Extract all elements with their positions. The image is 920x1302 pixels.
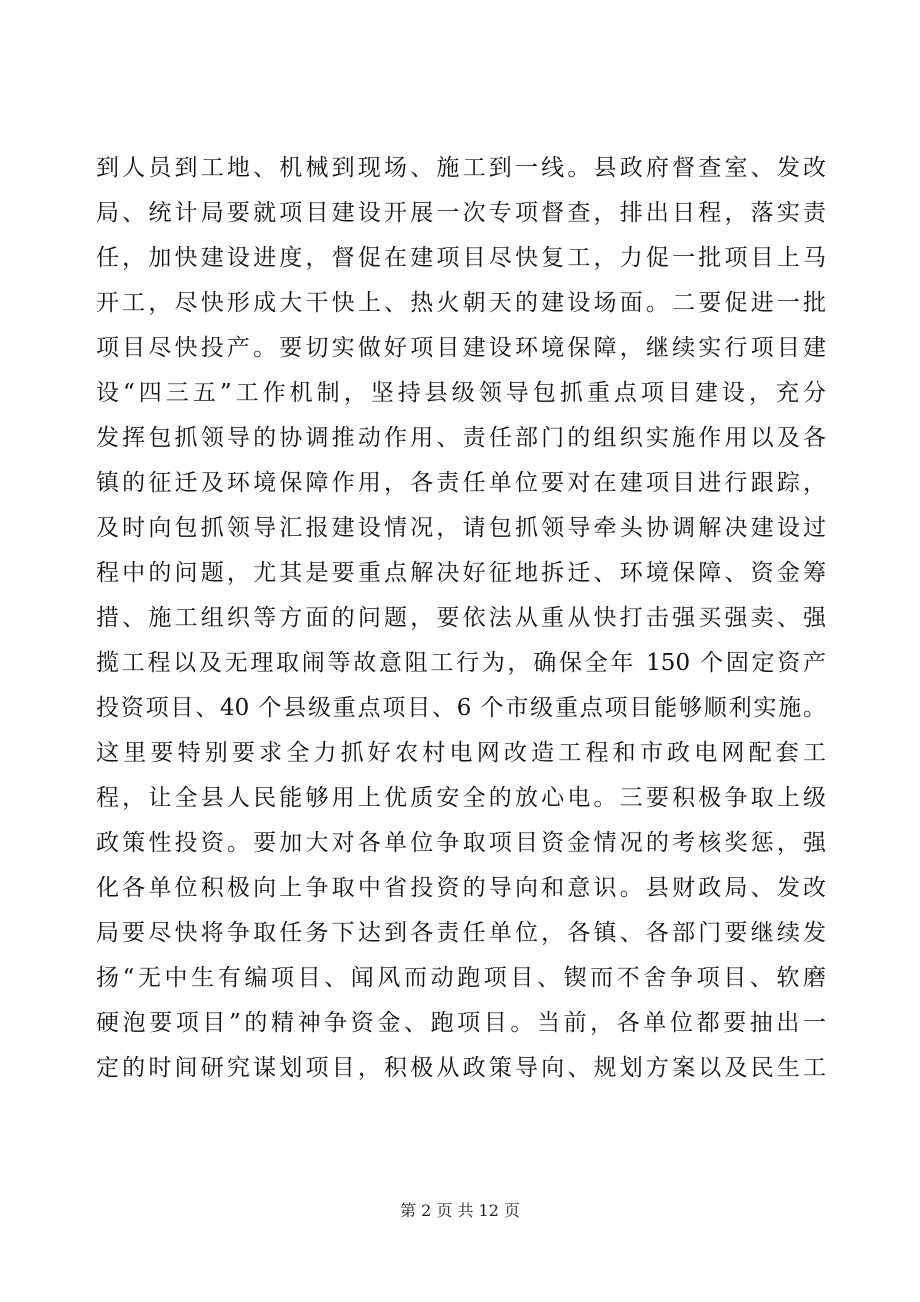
text-line: 揽工程以及无理取闹等故意阻工行为，确保全年 150 个固定资产 bbox=[96, 650, 826, 676]
text-line: 及时向包抓领导汇报建设情况，请包抓领导牵头协调解决建设过 bbox=[96, 515, 826, 541]
text-line: 政策性投资。要加大对各单位争取项目资金情况的考核奖惩，强 bbox=[96, 830, 826, 856]
body-text bbox=[96, 146, 826, 1091]
text-line: 程中的问题，尤其是要重点解决好征地拆迁、环境保障、资金筹 bbox=[96, 560, 826, 586]
text-line: 投资项目、40 个县级重点项目、6 个市级重点项目能够顺利实施。 bbox=[96, 695, 826, 721]
text-line: 镇的征迁及环境保障作用，各责任单位要对在建项目进行跟踪， bbox=[96, 470, 826, 496]
text-line: 硬泡要项目”的精神争资金、跑项目。当前，各单位都要抽出一 bbox=[96, 1010, 826, 1036]
text-line: 措、施工组织等方面的问题，要依法从重从快打击强买强卖、强 bbox=[96, 605, 826, 631]
text-line: 定的时间研究谋划项目，积极从政策导向、规划方案以及民生工 bbox=[96, 1055, 826, 1081]
text-line: 设“四三五”工作机制，坚持县级领导包抓重点项目建设，充分 bbox=[96, 380, 826, 406]
page-footer: 第 2 页 共 12 页 bbox=[400, 1201, 520, 1220]
text-line: 局要尽快将争取任务下达到各责任单位，各镇、各部门要继续发 bbox=[96, 920, 826, 946]
text-line: 到人员到工地、机械到现场、施工到一线。县政府督查室、发改 bbox=[96, 155, 826, 181]
text-line: 这里要特别要求全力抓好农村电网改造工程和市政电网配套工 bbox=[96, 740, 826, 766]
text-line: 发挥包抓领导的协调推动作用、责任部门的组织实施作用以及各 bbox=[96, 425, 826, 451]
text-line: 开工，尽快形成大干快上、热火朝天的建设场面。二要促进一批 bbox=[96, 290, 826, 316]
text-line: 程，让全县人民能够用上优质安全的放心电。三要积极争取上级 bbox=[96, 785, 826, 811]
text-line: 局、统计局要就项目建设开展一次专项督查，排出日程，落实责 bbox=[96, 200, 826, 226]
text-line: 任，加快建设进度，督促在建项目尽快复工，力促一批项目上马 bbox=[96, 245, 826, 271]
text-line: 扬“无中生有编项目、闻风而动跑项目、锲而不舍争项目、软磨 bbox=[96, 965, 826, 991]
text-line: 项目尽快投产。要切实做好项目建设环境保障，继续实行项目建 bbox=[96, 335, 826, 361]
text-line: 化各单位积极向上争取中省投资的导向和意识。县财政局、发改 bbox=[96, 875, 826, 901]
